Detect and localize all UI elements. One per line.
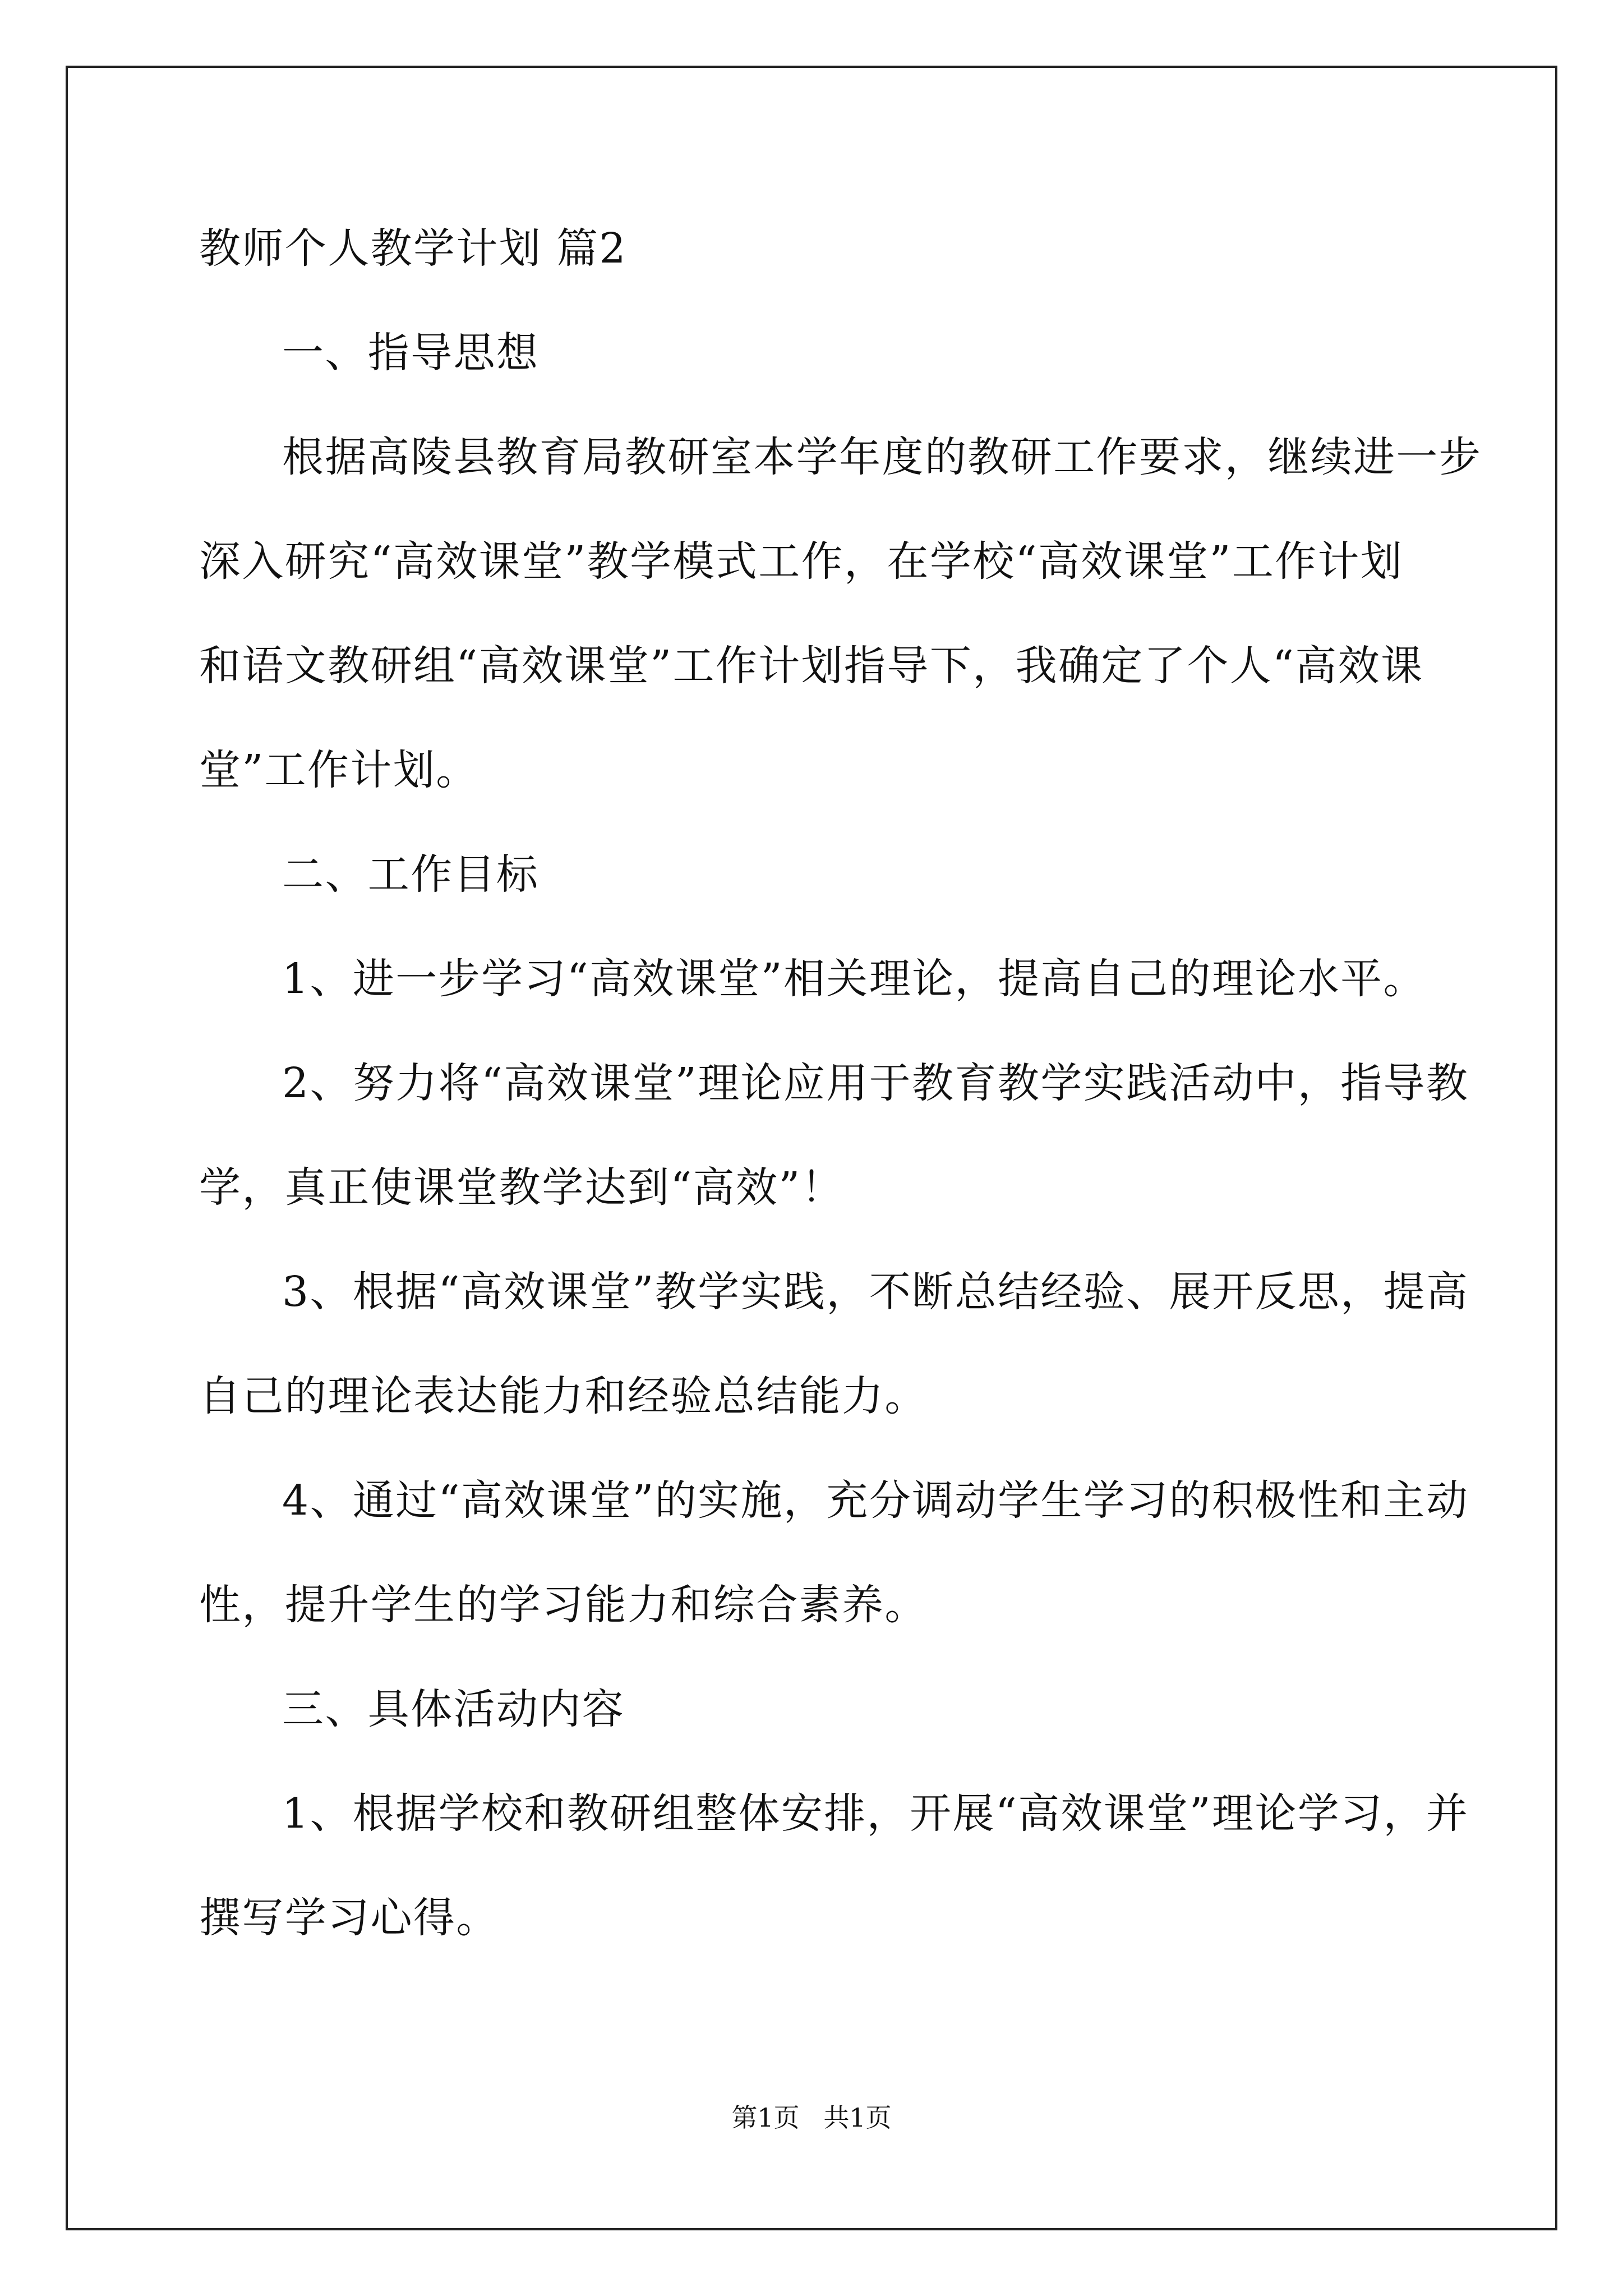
paragraph-line: 二、工作目标 [282, 850, 540, 899]
paragraph-goal-1 [199, 952, 1427, 1006]
document-body [199, 222, 1482, 1995]
paragraph-goal-3 [199, 1265, 1469, 1423]
paragraph-line: 2、努力将“高效课堂”理论应用于教育教学实践活动中，指导教 [282, 1059, 1469, 1107]
paragraph-line: 3、根据“高效课堂”教学实践，不断总结经验、展开反思，提高 [282, 1268, 1469, 1316]
paragraph-goal-2 [199, 1056, 1469, 1214]
paragraph-heading-3 [199, 1682, 1427, 1736]
page-total: 共1页 [823, 2102, 892, 2133]
page-number: 第1页 [731, 2102, 800, 2133]
paragraph-goal-4 [199, 1474, 1469, 1632]
paragraph-line: 学，真正使课堂教学达到“高效”！ [199, 1163, 845, 1212]
paragraph-line: 深入研究“高效课堂”教学模式工作，在学校“高效课堂”工作计划 [199, 537, 1404, 586]
paragraph-line: 堂”工作计划。 [199, 746, 479, 794]
paragraph-heading-2 [199, 848, 1427, 901]
paragraph-line: 撰写学习心得。 [199, 1894, 499, 1942]
document-title: 教师个人教学计划 篇2 [199, 224, 628, 273]
paragraph-line: 三、具体活动内容 [282, 1685, 625, 1733]
paragraph-line: 和语文教研组“高效课堂”工作计划指导下，我确定了个人“高效课 [199, 642, 1424, 690]
page-footer [0, 2101, 1623, 2134]
paragraph-line: 1、根据学校和教研组整体安排，开展“高效课堂”理论学习，并 [282, 1789, 1469, 1838]
paragraph-activity-1 [199, 1787, 1469, 1945]
paragraph-line: 性，提升学生的学习能力和综合素养。 [199, 1581, 928, 1629]
paragraph-guiding-ideas [199, 430, 1482, 797]
paragraph-line: 1、进一步学习“高效课堂”相关理论，提高自己的理论水平。 [282, 955, 1426, 1003]
paragraph-line: 一、指导思想 [282, 329, 540, 377]
paragraph-heading-1 [199, 326, 1427, 380]
paragraph-line: 4、通过“高效课堂”的实施，充分调动学生学习的积极性和主动 [282, 1476, 1469, 1525]
paragraph-line: 根据高陵县教育局教研室本学年度的教研工作要求，继续进一步 [282, 433, 1482, 481]
paragraph-line: 自己的理论表达能力和经验总结能力。 [199, 1372, 928, 1420]
